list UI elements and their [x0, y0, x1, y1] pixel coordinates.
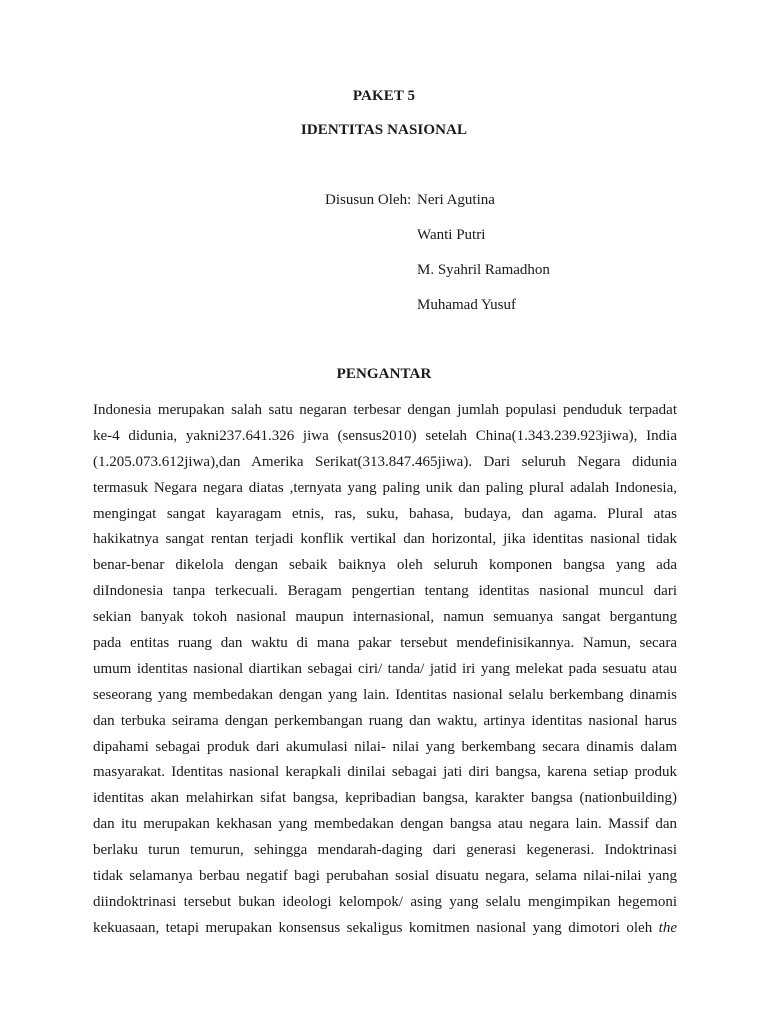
paragraph-line: pada entitas ruang dan waktu di mana pakar tersebut mendefinisikannya. Namun, secara	[93, 635, 677, 652]
authors-label: Disusun Oleh:	[325, 192, 412, 208]
author-name: M. Syahril Ramadhon	[417, 262, 550, 278]
paragraph-line: termasuk Negara negara diatas ,ternyata yang paling unik dan paling plural adalah Indonesia,	[93, 479, 677, 496]
paragraph-line: identitas akan melahirkan sifat bangsa, kepribadian bangsa, karakter bangsa (nationbuilding)	[93, 790, 677, 807]
paragraph-line: (1.205.073.612jiwa),dan Amerika Serikat(313.847.465jiwa). Dari seluruh Negara didunia	[93, 453, 677, 470]
paragraph-line: hakikatnya sangat rentan terjadi konflik vertikal dan horizontal, jika identitas nasional tidak	[93, 531, 677, 548]
paragraph-line-text: kekuasaan, tetapi merupakan konsensus sekaligus komitmen nasional yang dimotori oleh	[93, 919, 653, 936]
paragraph-line: ke-4 didunia, yakni237.641.326 jiwa (sensus2010) setelah China(1.343.239.923jiwa), India	[93, 427, 677, 444]
paragraph-line: sekian banyak tokoh nasional maupun internasional, namun semuanya sangat bergantung	[93, 609, 677, 626]
paragraph-line: dan itu merupakan kekhasan yang membedakan dengan bangsa atau negara lain. Massif dan	[93, 816, 677, 833]
paragraph-line: masyarakat. Identitas nasional kerapkali dinilai sebagai jati diri bangsa, karena setiap produk	[93, 764, 677, 781]
paragraph-line: berlaku turun temurun, sehingga mendarah-daging dari generasi kegenerasi. Indoktrinasi	[93, 842, 677, 859]
paragraph-line: diindoktrinasi tersebut bukan ideologi kelompok/ asing yang selalu mengimpikan hegemoni	[93, 893, 677, 910]
author-name: Neri Agutina	[417, 192, 495, 208]
paragraph-line: Indonesia merupakan salah satu negaran terbesar dengan jumlah populasi penduduk terpadat	[93, 402, 677, 418]
author-name: Wanti Putri	[417, 227, 486, 243]
paragraph-line: diIndonesia tanpa terkecuali. Beragam pengertian tentang identitas nasional muncul dari	[93, 583, 677, 600]
paragraph-line: mengingat sangat kayaragam etnis, ras, suku, bahasa, budaya, dan agama. Plural atas	[93, 505, 677, 522]
document-title: IDENTITAS NASIONAL	[300, 122, 468, 138]
paragraph-line: dan terbuka seirama dengan perkembangan ruang dan waktu, artinya identitas nasional harus	[93, 712, 677, 729]
paragraph-line: umum identitas nasional diartikan sebagai ciri/ tanda/ jatid iri yang melekat pada sesuatu atau	[93, 660, 677, 677]
paragraph-line-last	[93, 916, 677, 942]
paragraph-line: tidak selamanya berbau negatif bagi perubahan sosial disuatu negara, selama nilai-nilai yang	[93, 868, 677, 885]
section-title: PENGANTAR	[336, 366, 432, 382]
packet-title: PAKET 5	[352, 88, 416, 104]
paragraph-line: benar-benar dikelola dengan sebaik baiknya oleh seluruh komponen bangsa yang ada	[93, 557, 677, 574]
italic-word: the	[658, 919, 677, 936]
author-name: Muhamad Yusuf	[417, 297, 517, 313]
body-paragraph	[93, 398, 677, 942]
paragraph-line: dipahami sebagai produk dari akumulasi nilai- nilai yang berkembang secara dinamis dalam	[93, 738, 677, 755]
paragraph-line: seseorang yang membedakan dengan yang lain. Identitas nasional selalu berkembang dinamis	[93, 686, 677, 703]
